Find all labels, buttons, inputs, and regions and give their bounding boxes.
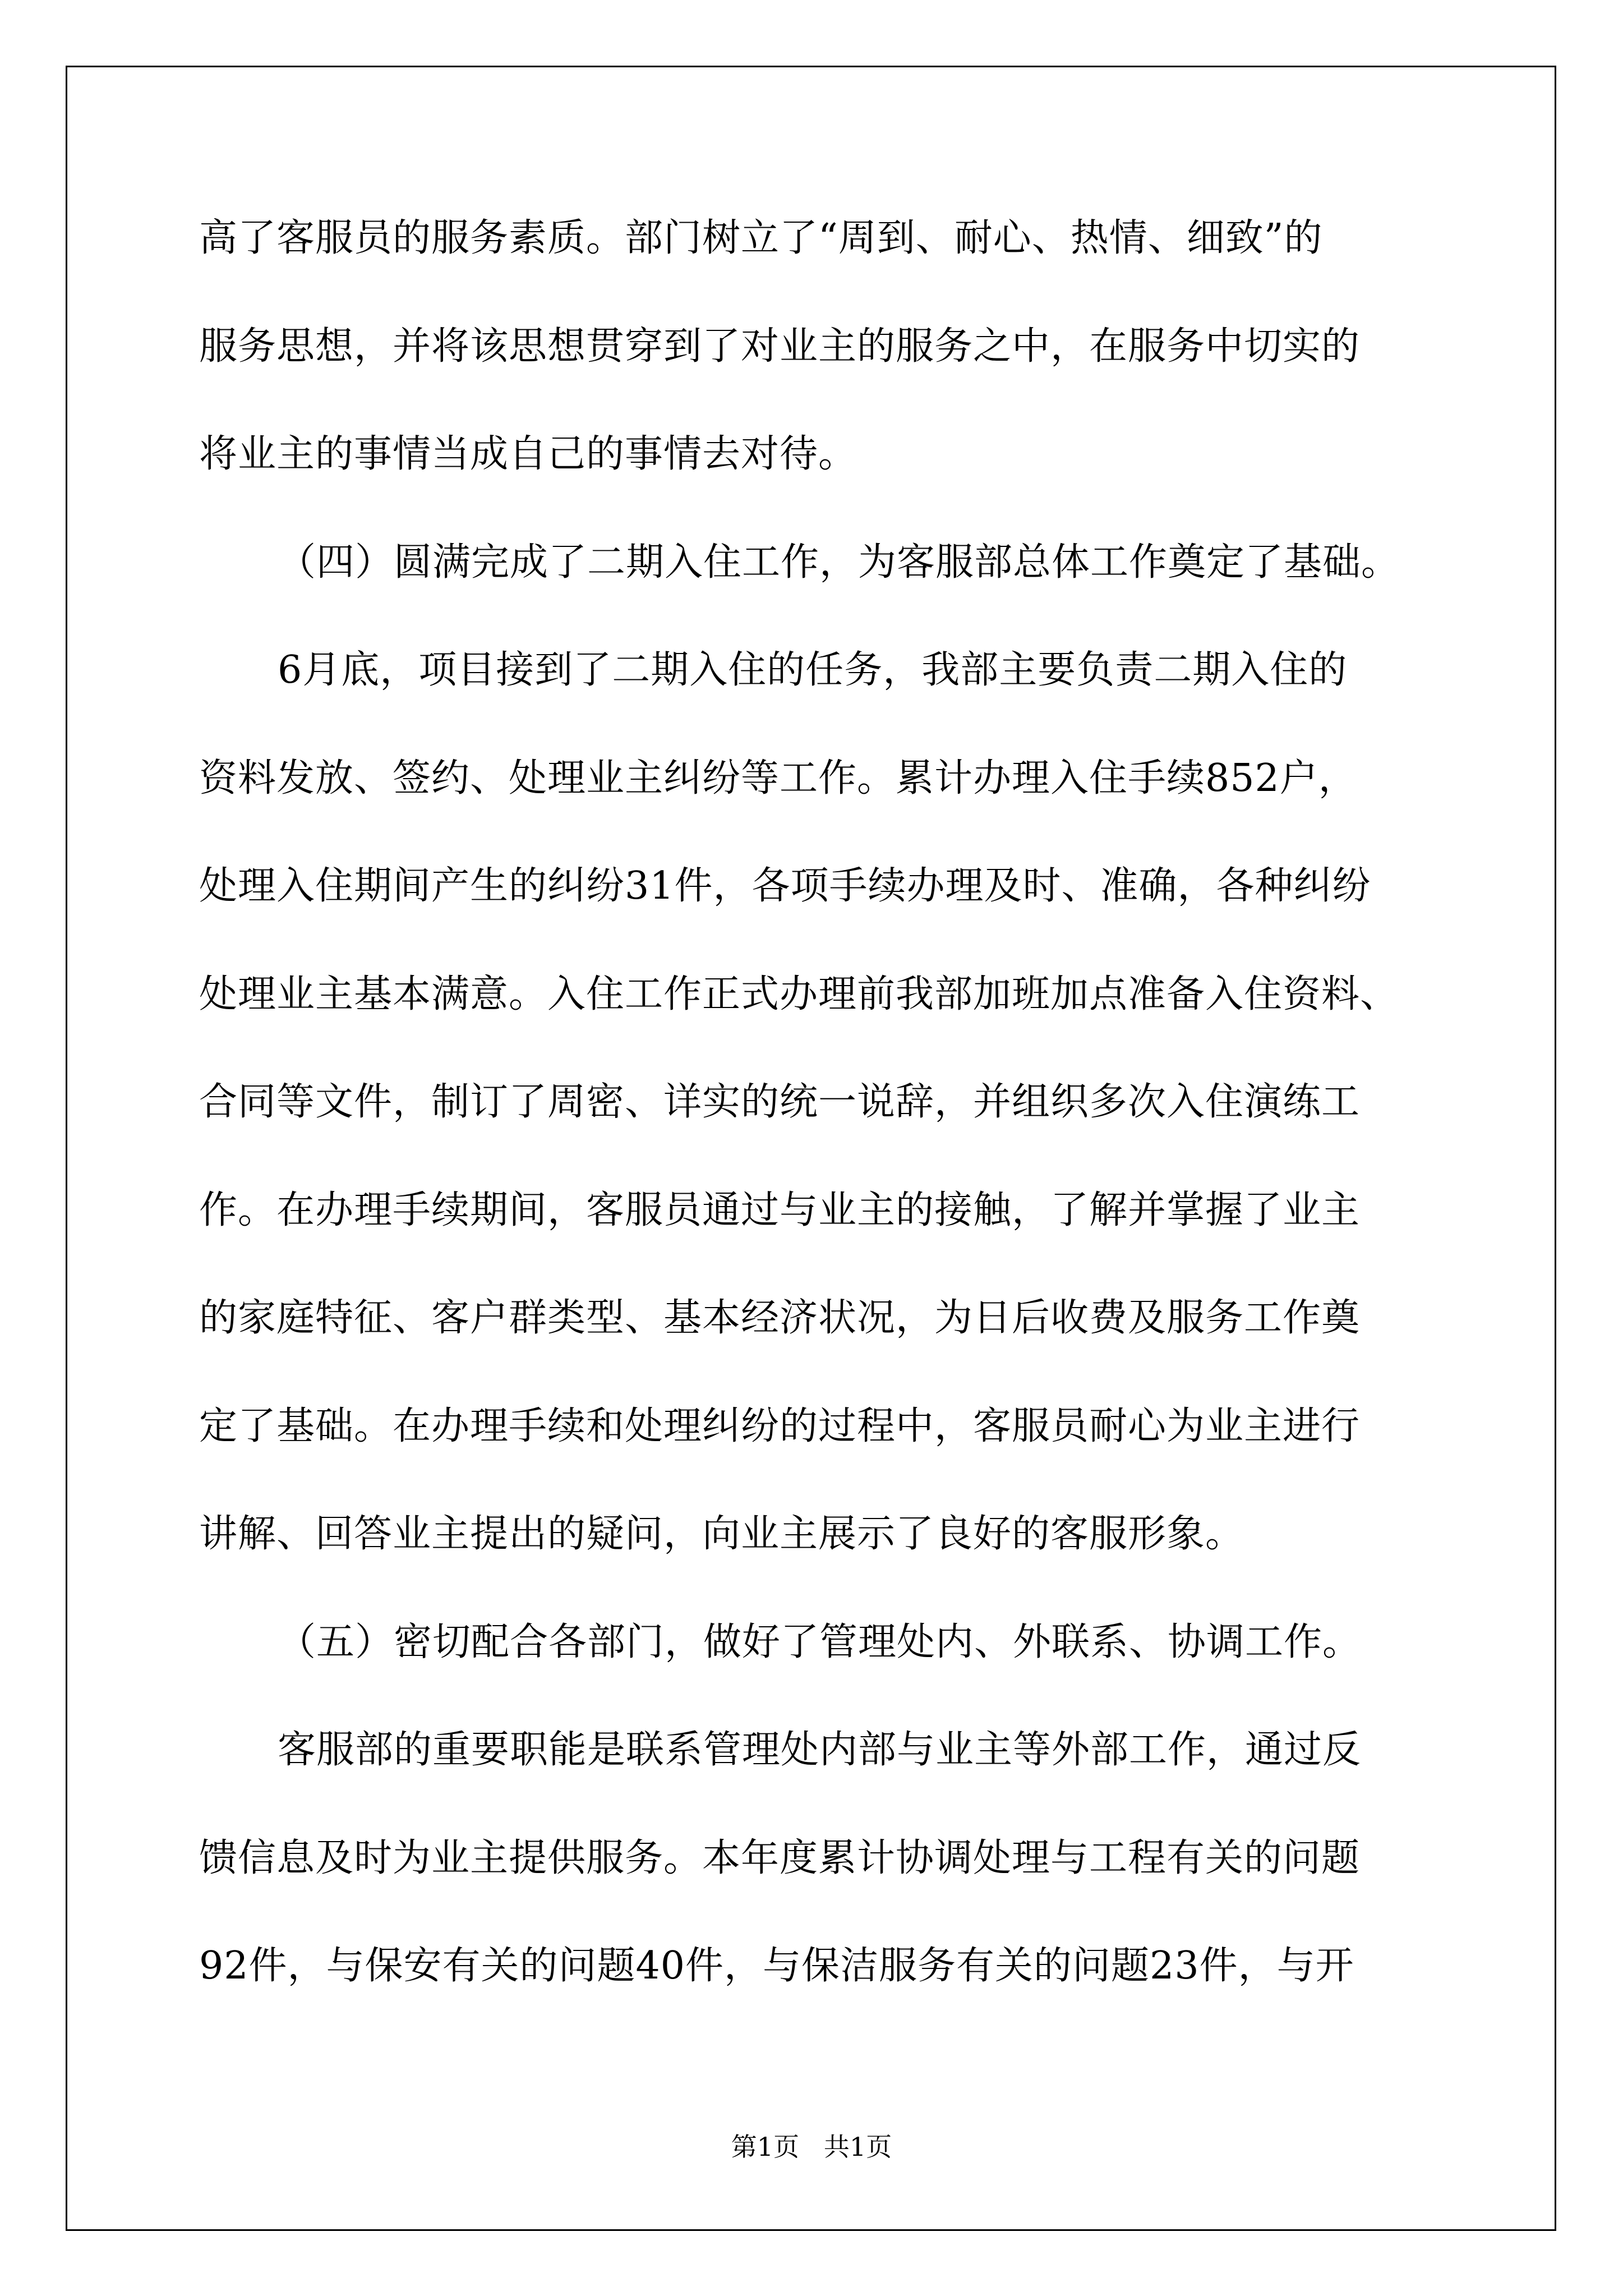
text-line-16-content: 馈信息及时为业主提供服务。本年度累计协调处理与工程有关的问题 — [199, 1835, 1361, 1880]
text-line-13-content: 讲解、回答业主提出的疑问，向业主展示了良好的客服形象。 — [199, 1512, 1244, 1556]
text-line-13 — [199, 1501, 1433, 1609]
section-heading-5-content: （五）密切配合各部门，做好了管理处内、外联系、协调工作。 — [278, 1619, 1362, 1664]
text-line-17 — [199, 1932, 1433, 2041]
text-line-1-content: 高了客服员的服务素质。部门树立了“周到、耐心、热情、细致”的 — [199, 216, 1323, 260]
section-heading-5 — [199, 1609, 1433, 1717]
text-line-10 — [199, 1177, 1433, 1285]
text-line-11 — [199, 1285, 1433, 1393]
text-line-15 — [199, 1717, 1433, 1825]
text-line-9-content: 合同等文件，制订了周密、详实的统一说辞，并组织多次入住演练工 — [199, 1080, 1361, 1124]
text-line-15-content: 客服部的重要职能是联系管理处内部与业主等外部工作，通过反 — [278, 1728, 1362, 1772]
text-line-17-content: 92件，与保安有关的问题40件，与保洁服务有关的问题23件，与开 — [199, 1944, 1354, 1988]
text-line-6 — [199, 745, 1433, 853]
text-line-9 — [199, 1069, 1433, 1177]
text-line-8 — [199, 961, 1433, 1069]
text-line-6-content: 资料发放、签约、处理业主纠纷等工作。累计办理入住手续852户， — [199, 756, 1357, 800]
text-line-1 — [199, 205, 1433, 313]
text-line-12 — [199, 1393, 1433, 1501]
text-line-2 — [199, 313, 1433, 421]
section-heading-4 — [199, 529, 1433, 637]
text-line-3-content: 将业主的事情当成自己的事情去对待。 — [199, 432, 857, 476]
text-line-5-content: 6月底，项目接到了二期入住的任务，我部主要负责二期入住的 — [278, 648, 1348, 692]
text-line-12-content: 定了基础。在办理手续和处理纠纷的过程中，客服员耐心为业主进行 — [199, 1404, 1361, 1448]
text-line-8-content: 处理业主基本满意。入住工作正式办理前我部加班加点准备入住资料、 — [199, 972, 1399, 1016]
document-body — [199, 205, 1433, 2041]
text-line-3 — [199, 421, 1433, 529]
text-line-5 — [199, 637, 1433, 745]
page-number-footer: 第1页 共1页 — [731, 2132, 892, 2162]
text-line-11-content: 的家庭特征、客户群类型、基本经济状况，为日后收费及服务工作奠 — [199, 1296, 1361, 1340]
section-heading-4-content: （四）圆满完成了二期入住工作，为客服部总体工作奠定了基础。 — [278, 540, 1400, 585]
text-line-2-content: 服务思想，并将该思想贯穿到了对业主的服务之中，在服务中切实的 — [199, 324, 1361, 369]
text-line-7-content: 处理入住期间产生的纠纷31件，各项手续办理及时、准确，各种纠纷 — [199, 864, 1371, 908]
text-line-10-content: 作。在办理手续期间，客服员通过与业主的接触，了解并掌握了业主 — [199, 1188, 1361, 1232]
text-line-7 — [199, 853, 1433, 961]
text-line-16 — [199, 1825, 1433, 1933]
